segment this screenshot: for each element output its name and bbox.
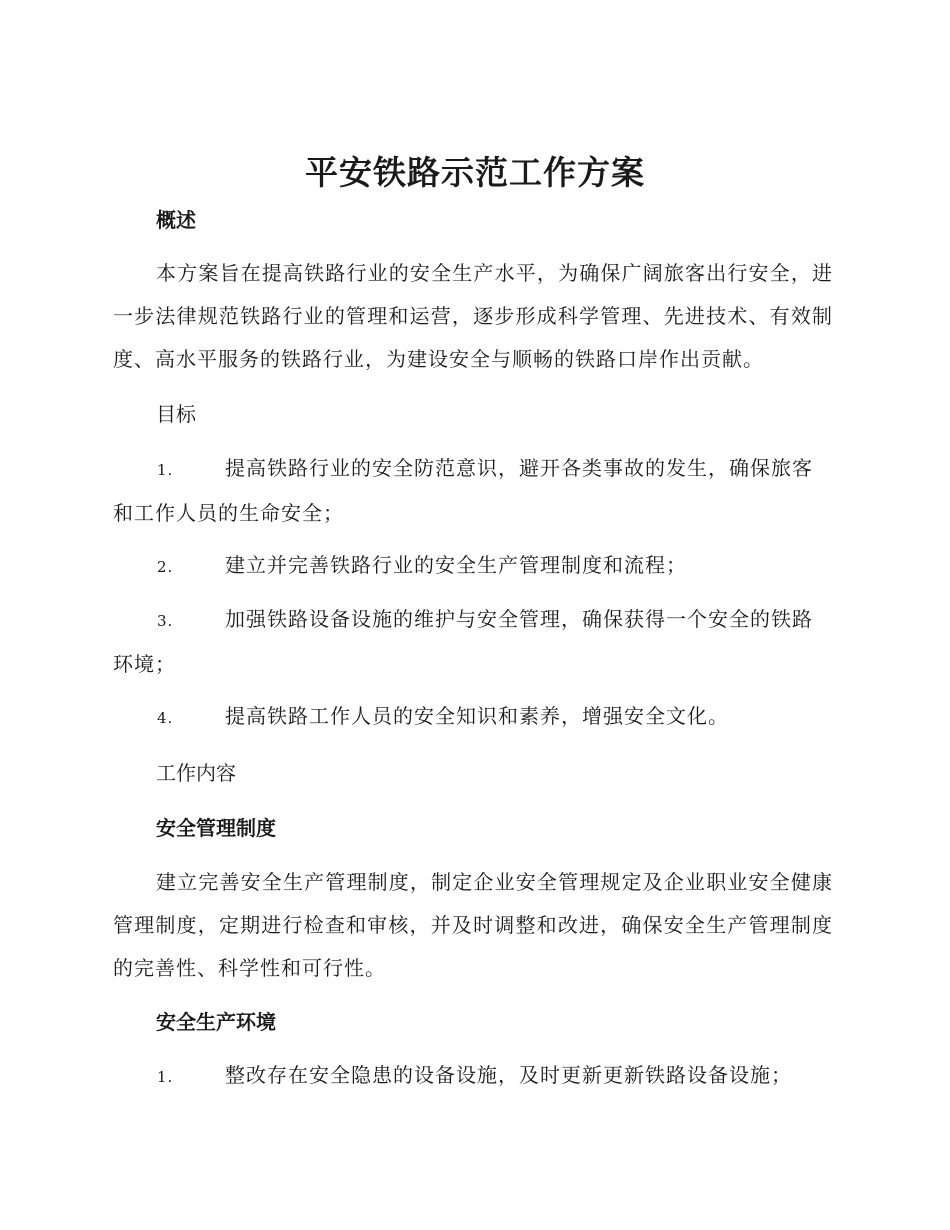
environment-list-item-1	[113, 1054, 833, 1099]
list-number: 4.	[157, 709, 174, 727]
list-number: 1.	[157, 1068, 174, 1086]
overview-paragraph: 本方案旨在提高铁路行业的安全生产水平，为确保广阔旅客出行安全，进一步法律规范铁路行业的管理和运营，逐步形成科学管理、先进技术、有效制度、高水平服务的铁路行业，为建设安全与顺畅的铁路口岸作出贡献。	[113, 261, 833, 371]
section-heading-safety-management: 安全管理制度	[156, 816, 276, 840]
list-number: 3.	[157, 612, 174, 630]
list-item-text: 整改存在安全隐患的设备设施，及时更新更新铁路设备设施；	[225, 1063, 792, 1087]
list-item-text: 加强铁路设备设施的维护与安全管理，确保获得一个安全的铁路环境；	[113, 607, 813, 676]
goal-list-item-2	[113, 544, 833, 589]
goal-list-item-4	[113, 695, 833, 740]
goal-list-item-1	[113, 447, 833, 535]
document-title: 平安铁路示范工作方案	[305, 153, 645, 192]
list-item-text: 提高铁路工作人员的安全知识和素养，增强安全文化。	[225, 704, 729, 728]
section-heading-overview: 概述	[156, 208, 196, 232]
section-heading-goals: 目标	[156, 402, 196, 426]
list-item-text: 提高铁路行业的安全防范意识，避开各类事故的发生，确保旅客和工作人员的生命安全；	[113, 456, 813, 525]
list-number: 1.	[157, 461, 174, 479]
section-heading-work-content: 工作内容	[156, 761, 236, 785]
safety-management-paragraph: 建立完善安全生产管理制度，制定企业安全管理规定及企业职业安全健康管理制度，定期进行检查和审核，并及时调整和改进，确保安全生产管理制度的完善性、科学性和可行性。	[113, 870, 833, 980]
section-heading-safety-environment: 安全生产环境	[156, 1010, 276, 1034]
list-item-text: 建立并完善铁路行业的安全生产管理制度和流程；	[225, 553, 687, 577]
list-number: 2.	[157, 558, 174, 576]
goal-list-item-3	[113, 598, 833, 686]
